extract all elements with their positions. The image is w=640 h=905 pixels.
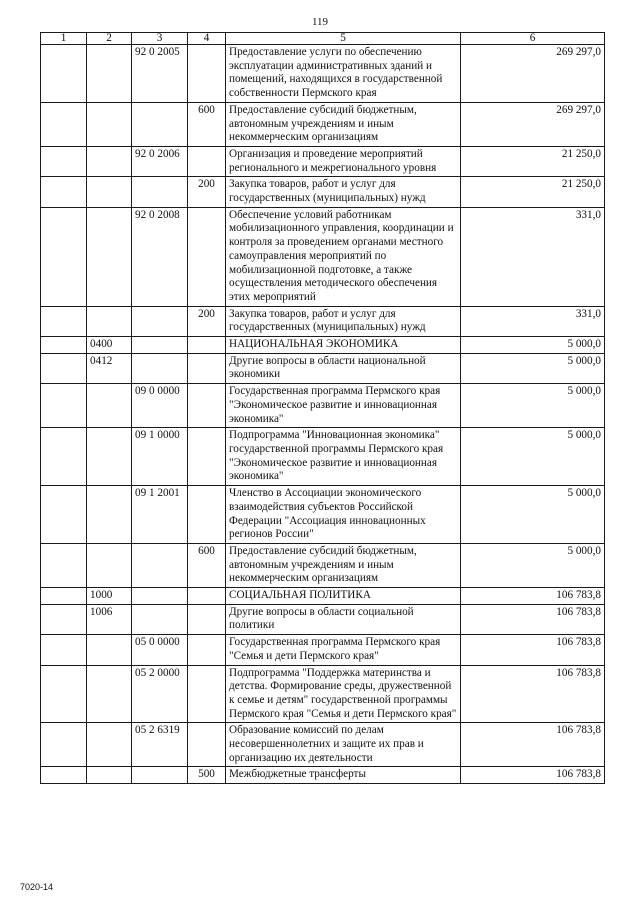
- expense-type-cell: 200: [188, 177, 226, 207]
- target-article-cell: 05 2 6319: [132, 723, 188, 767]
- description-cell: Межбюджетные трансферты: [226, 767, 461, 784]
- expense-type-cell: 500: [188, 767, 226, 784]
- target-article-cell: [132, 177, 188, 207]
- column-header: 4: [188, 33, 226, 45]
- description-cell: Государственная программа Пермского края "Экономическое развитие и инновационная экономика": [226, 384, 461, 428]
- description-cell: Членство в Ассоциации экономического взаимодействия субъектов Российской Федерации "Ассоциация инновационных регионов России": [226, 486, 461, 544]
- description-cell: Предоставление субсидий бюджетным, автономным учреждениям и иным некоммерческим организациям: [226, 543, 461, 587]
- amount-cell: 106 783,8: [461, 588, 605, 605]
- section-code-cell: 1000: [87, 588, 132, 605]
- section-code-cell: [87, 767, 132, 784]
- amount-cell: 5 000,0: [461, 486, 605, 544]
- table-header-row: [41, 33, 605, 45]
- column-1-cell: [41, 353, 87, 383]
- section-code-cell: 0412: [87, 353, 132, 383]
- description-cell: СОЦИАЛЬНАЯ ПОЛИТИКА: [226, 588, 461, 605]
- amount-cell: 106 783,8: [461, 604, 605, 634]
- description-cell: Подпрограмма "Поддержка материнства и детства. Формирование среды, дружественной к семье и детям" государственной программы Пермского края "Семья и дети Пермского края": [226, 665, 461, 723]
- description-cell: Предоставление субсидий бюджетным, автономным учреждениям и иным некоммерческим организациям: [226, 102, 461, 146]
- column-header: 5: [226, 33, 461, 45]
- target-article-cell: [132, 767, 188, 784]
- expense-type-cell: [188, 428, 226, 486]
- section-code-cell: [87, 207, 132, 306]
- table-row: [41, 665, 605, 723]
- budget-table: [40, 32, 605, 784]
- table-row: [41, 486, 605, 544]
- column-1-cell: [41, 207, 87, 306]
- expense-type-cell: 600: [188, 102, 226, 146]
- table-row: [41, 635, 605, 665]
- target-article-cell: 92 0 2008: [132, 207, 188, 306]
- column-1-cell: [41, 767, 87, 784]
- table-row: [41, 146, 605, 176]
- table-row: [41, 428, 605, 486]
- table-body: [41, 45, 605, 784]
- amount-cell: 106 783,8: [461, 665, 605, 723]
- column-1-cell: [41, 45, 87, 103]
- table-row: [41, 543, 605, 587]
- target-article-cell: [132, 306, 188, 336]
- amount-cell: 106 783,8: [461, 635, 605, 665]
- target-article-cell: [132, 604, 188, 634]
- column-1-cell: [41, 665, 87, 723]
- description-cell: Подпрограмма "Инновационная экономика" государственной программы Пермского края "Экономическое развитие и инновационная экономика": [226, 428, 461, 486]
- target-article-cell: 09 1 2001: [132, 486, 188, 544]
- section-code-cell: [87, 428, 132, 486]
- amount-cell: 5 000,0: [461, 353, 605, 383]
- expense-type-cell: [188, 604, 226, 634]
- section-code-cell: [87, 45, 132, 103]
- description-cell: Обеспечение условий работникам мобилизационного управления, координации и контроля за проведением органами местного самоуправления мероприятий по мобилизационной подготовке, а также осуществления методического обеспечения этих мероприятий: [226, 207, 461, 306]
- amount-cell: 106 783,8: [461, 723, 605, 767]
- target-article-cell: 09 1 0000: [132, 428, 188, 486]
- column-header: 6: [461, 33, 605, 45]
- page-number: 119: [311, 16, 329, 28]
- description-cell: Организация и проведение мероприятий регионального и межрегионального уровня: [226, 146, 461, 176]
- target-article-cell: [132, 543, 188, 587]
- table-row: [41, 45, 605, 103]
- target-article-cell: 92 0 2006: [132, 146, 188, 176]
- column-1-cell: [41, 102, 87, 146]
- target-article-cell: 05 0 0000: [132, 635, 188, 665]
- description-cell: НАЦИОНАЛЬНАЯ ЭКОНОМИКА: [226, 337, 461, 354]
- amount-cell: 5 000,0: [461, 337, 605, 354]
- footer-code: 7020-14: [20, 882, 54, 892]
- column-header: 2: [87, 33, 132, 45]
- column-1-cell: [41, 384, 87, 428]
- section-code-cell: [87, 102, 132, 146]
- section-code-cell: 1006: [87, 604, 132, 634]
- column-1-cell: [41, 723, 87, 767]
- amount-cell: 269 297,0: [461, 102, 605, 146]
- expense-type-cell: [188, 665, 226, 723]
- section-code-cell: [87, 177, 132, 207]
- amount-cell: 5 000,0: [461, 543, 605, 587]
- table-row: [41, 353, 605, 383]
- table-row: [41, 102, 605, 146]
- column-1-cell: [41, 588, 87, 605]
- column-1-cell: [41, 604, 87, 634]
- table-row: [41, 177, 605, 207]
- target-article-cell: [132, 353, 188, 383]
- column-1-cell: [41, 337, 87, 354]
- section-code-cell: 0400: [87, 337, 132, 354]
- column-1-cell: [41, 428, 87, 486]
- description-cell: Образование комиссий по делам несовершеннолетних и защите их прав и организацию их деятельности: [226, 723, 461, 767]
- target-article-cell: [132, 588, 188, 605]
- amount-cell: 331,0: [461, 207, 605, 306]
- section-code-cell: [87, 543, 132, 587]
- description-cell: Предоставление услуги по обеспечению эксплуатации административных зданий и помещений, находящихся в государственной собственности Пермского края: [226, 45, 461, 103]
- column-1-cell: [41, 146, 87, 176]
- description-cell: Закупка товаров, работ и услуг для государственных (муниципальных) нужд: [226, 177, 461, 207]
- table-row: [41, 588, 605, 605]
- target-article-cell: 09 0 0000: [132, 384, 188, 428]
- section-code-cell: [87, 665, 132, 723]
- section-code-cell: [87, 635, 132, 665]
- table-row: [41, 767, 605, 784]
- expense-type-cell: [188, 337, 226, 354]
- column-header: 1: [41, 33, 87, 45]
- target-article-cell: [132, 337, 188, 354]
- target-article-cell: [132, 102, 188, 146]
- expense-type-cell: [188, 635, 226, 665]
- amount-cell: 5 000,0: [461, 384, 605, 428]
- column-1-cell: [41, 486, 87, 544]
- expense-type-cell: [188, 486, 226, 544]
- description-cell: Другие вопросы в области национальной экономики: [226, 353, 461, 383]
- column-1-cell: [41, 635, 87, 665]
- target-article-cell: 92 0 2005: [132, 45, 188, 103]
- table-row: [41, 604, 605, 634]
- description-cell: Государственная программа Пермского края "Семья и дети Пермского края": [226, 635, 461, 665]
- amount-cell: 269 297,0: [461, 45, 605, 103]
- amount-cell: 5 000,0: [461, 428, 605, 486]
- expense-type-cell: 200: [188, 306, 226, 336]
- column-1-cell: [41, 306, 87, 336]
- table-row: [41, 207, 605, 306]
- expense-type-cell: [188, 353, 226, 383]
- table-row: [41, 306, 605, 336]
- expense-type-cell: 600: [188, 543, 226, 587]
- section-code-cell: [87, 486, 132, 544]
- section-code-cell: [87, 146, 132, 176]
- amount-cell: 21 250,0: [461, 146, 605, 176]
- amount-cell: 331,0: [461, 306, 605, 336]
- expense-type-cell: [188, 45, 226, 103]
- expense-type-cell: [188, 723, 226, 767]
- expense-type-cell: [188, 207, 226, 306]
- amount-cell: 21 250,0: [461, 177, 605, 207]
- target-article-cell: 05 2 0000: [132, 665, 188, 723]
- expense-type-cell: [188, 588, 226, 605]
- description-cell: Закупка товаров, работ и услуг для государственных (муниципальных) нужд: [226, 306, 461, 336]
- description-cell: Другие вопросы в области социальной политики: [226, 604, 461, 634]
- expense-type-cell: [188, 146, 226, 176]
- table-row: [41, 337, 605, 354]
- section-code-cell: [87, 306, 132, 336]
- column-header: 3: [132, 33, 188, 45]
- section-code-cell: [87, 384, 132, 428]
- table-row: [41, 384, 605, 428]
- column-1-cell: [41, 177, 87, 207]
- section-code-cell: [87, 723, 132, 767]
- column-1-cell: [41, 543, 87, 587]
- expense-type-cell: [188, 384, 226, 428]
- table-row: [41, 723, 605, 767]
- amount-cell: 106 783,8: [461, 767, 605, 784]
